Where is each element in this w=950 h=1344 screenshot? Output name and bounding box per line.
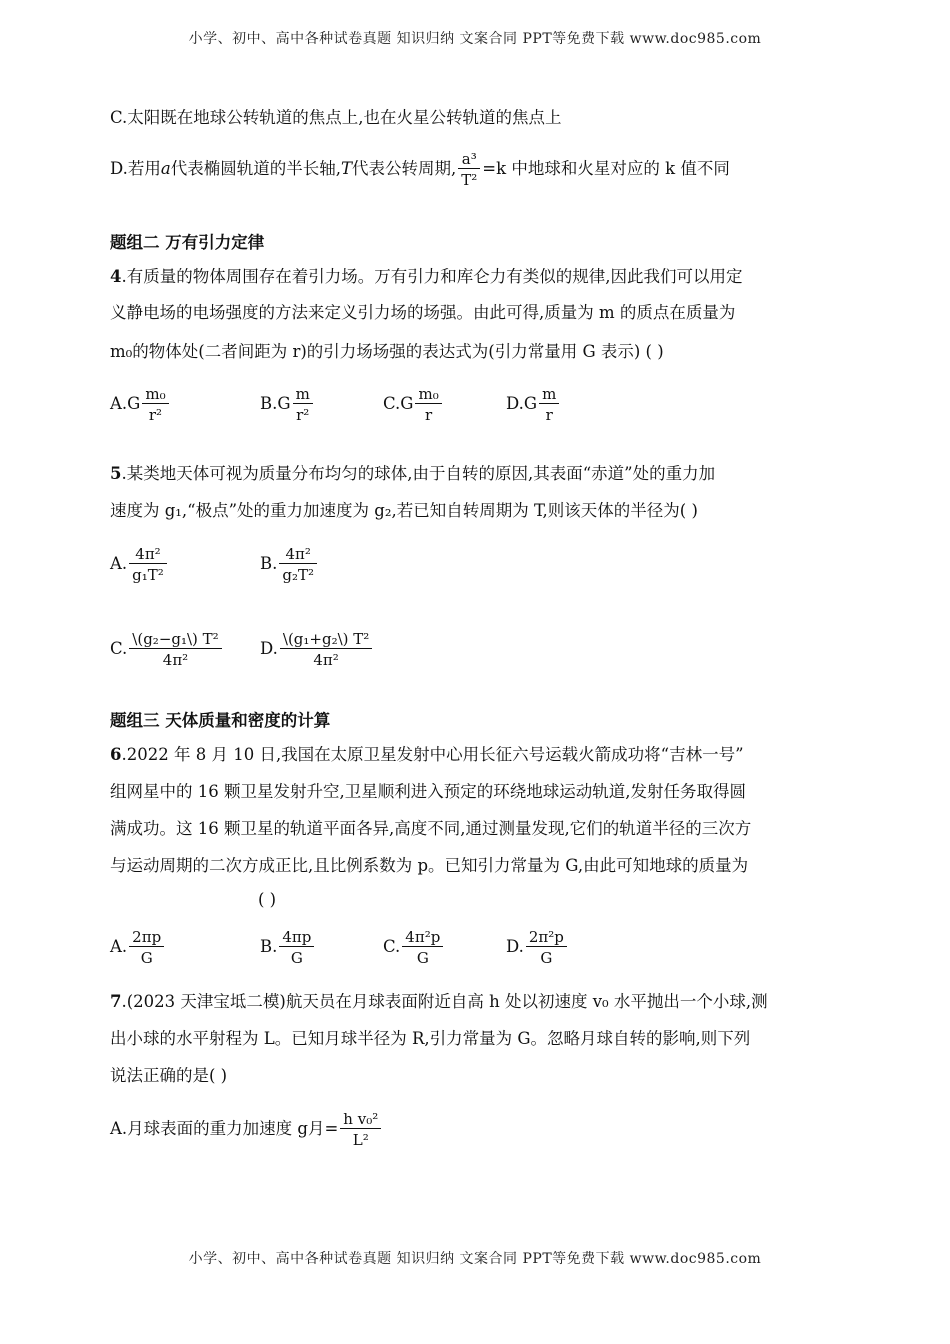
q7-line-3: 说法正确的是( ) bbox=[110, 1066, 228, 1085]
q4-option-b bbox=[260, 385, 315, 424]
group3-heading: 题组三 天体质量和密度的计算 bbox=[110, 711, 331, 730]
q6-line-1 bbox=[110, 741, 744, 765]
q6-line-3: 满成功。这 16 颗卫星的轨道平面各异,高度不同,通过测量发现,它们的轨道半径的三次方 bbox=[110, 819, 752, 838]
option-label: A. bbox=[110, 554, 128, 573]
fraction-numerator: h v₀² bbox=[340, 1110, 381, 1129]
fraction-denominator: g₁T² bbox=[132, 566, 164, 584]
fraction-denominator: G bbox=[540, 949, 553, 967]
option-fraction bbox=[279, 545, 317, 584]
q5-option-d bbox=[260, 630, 374, 669]
q6-option-a bbox=[110, 928, 166, 967]
q5-line-2: 速度为 g₁,“极点”处的重力加速度为 g₂,若已知自转周期为 T,则该天体的半径为( ) bbox=[110, 501, 698, 520]
page-header: 小学、初中、高中各种试卷真题 知识归纳 文案合同 PPT等免费下载 www.doc985.com bbox=[188, 31, 762, 47]
option-label: D. bbox=[506, 937, 524, 956]
fraction-denominator: G bbox=[140, 949, 153, 967]
option-fraction bbox=[129, 545, 167, 584]
fraction-numerator: a³ bbox=[458, 150, 480, 169]
q6-text-1: .2022 年 8 月 10 日,我国在太原卫星发射中心用长征六号运载火箭成功将“吉林一号” bbox=[121, 745, 744, 764]
option-label: B. bbox=[260, 937, 278, 956]
q7-line-1 bbox=[110, 988, 768, 1012]
fraction-denominator: 4π² bbox=[313, 651, 339, 669]
q4-number: 4 bbox=[110, 267, 122, 286]
option-fraction bbox=[415, 385, 441, 424]
fraction-numerator: \(g₂−g₁\) T² bbox=[129, 630, 221, 649]
option-fraction bbox=[539, 385, 559, 424]
fraction-denominator: r² bbox=[296, 406, 310, 424]
fraction-numerator: 4π² bbox=[129, 545, 167, 564]
option-label: D. bbox=[260, 639, 278, 658]
fraction-numerator: 4πp bbox=[279, 928, 314, 947]
q3-d-text-a: D.若用 bbox=[110, 159, 161, 178]
page-footer: 小学、初中、高中各种试卷真题 知识归纳 文案合同 PPT等免费下载 www.doc985.com bbox=[188, 1251, 762, 1267]
fraction-numerator: m bbox=[293, 385, 313, 404]
fraction-numerator: 4π² bbox=[279, 545, 317, 564]
option-label: C.G bbox=[383, 394, 414, 413]
option-fraction bbox=[280, 630, 372, 669]
q5-line-1 bbox=[110, 460, 715, 484]
q5-option-b bbox=[260, 545, 319, 584]
q3-d-text-c: 代表椭圆轨道的半长轴, bbox=[170, 159, 341, 178]
fraction-denominator: r bbox=[545, 406, 553, 424]
option-label: D.G bbox=[506, 394, 538, 413]
fraction-numerator: m bbox=[539, 385, 559, 404]
q6-line-5: ( ) bbox=[258, 890, 277, 909]
q7-option-a bbox=[110, 1110, 383, 1149]
option-fraction bbox=[129, 630, 221, 669]
fraction-numerator: 4π²p bbox=[402, 928, 443, 947]
q4-option-c bbox=[383, 385, 444, 424]
fraction-denominator: 4π² bbox=[162, 651, 189, 669]
option-label: C. bbox=[383, 937, 401, 956]
q4-line-1 bbox=[110, 263, 742, 287]
q3-d-var-a: a bbox=[160, 159, 171, 178]
q4-option-d bbox=[506, 385, 561, 424]
q3-d-text-e: 代表公转周期, bbox=[352, 159, 457, 178]
fraction-denominator: g₂T² bbox=[282, 566, 315, 584]
q4-text-1: .有质量的物体周围存在着引力场。万有引力和库仑力有类似的规律,因此我们可以用定 bbox=[121, 267, 743, 286]
option-fraction bbox=[526, 928, 567, 967]
q7-text-1: .(2023 天津宝坻二模)航天员在月球表面附近自高 h 处以初速度 v₀ 水平抛出一个小球,测 bbox=[121, 992, 768, 1011]
q3-d-var-t: T bbox=[340, 159, 352, 178]
fraction-numerator: \(g₁+g₂\) T² bbox=[280, 630, 372, 649]
option-label: A.G bbox=[110, 394, 141, 413]
option-label: A. bbox=[110, 937, 128, 956]
q4-line-3: m₀的物体处(二者间距为 r)的引力场场强的表达式为(引力常量用 G 表示) ( ) bbox=[110, 342, 664, 361]
q5-option-c bbox=[110, 630, 224, 669]
q6-number: 6 bbox=[110, 745, 122, 764]
q4-option-a bbox=[110, 385, 171, 424]
option-fraction bbox=[402, 928, 443, 967]
q3-option-d bbox=[110, 150, 730, 189]
q3-d-fraction bbox=[458, 150, 480, 189]
q6-option-b bbox=[260, 928, 316, 967]
fraction-numerator: 2πp bbox=[129, 928, 164, 947]
q3-d-text-f: =k 中地球和火星对应的 k 值不同 bbox=[482, 159, 730, 178]
option-label: B. bbox=[260, 554, 278, 573]
q3-option-c: C.太阳既在地球公转轨道的焦点上,也在火星公转轨道的焦点上 bbox=[110, 108, 562, 127]
q6-option-d bbox=[506, 928, 569, 967]
fraction-denominator: T² bbox=[461, 171, 478, 189]
group2-heading: 题组二 万有引力定律 bbox=[110, 233, 265, 252]
q6-line-4: 与运动周期的二次方成正比,且比例系数为 p。已知引力常量为 G,由此可知地球的质量为 bbox=[110, 856, 749, 875]
fraction-numerator: m₀ bbox=[415, 385, 441, 404]
q5-text-1: .某类地天体可视为质量分布均匀的球体,由于自转的原因,其表面“赤道”处的重力加 bbox=[121, 464, 716, 483]
q4-line-2: 义静电场的电场强度的方法来定义引力场的场强。由此可得,质量为 m 的质点在质量为 bbox=[110, 303, 736, 322]
option-label: B.G bbox=[260, 394, 291, 413]
fraction-denominator: r² bbox=[148, 406, 163, 424]
q6-option-c bbox=[383, 928, 445, 967]
option-fraction bbox=[279, 928, 314, 967]
option-fraction bbox=[293, 385, 313, 424]
fraction-denominator: G bbox=[416, 949, 429, 967]
option-fraction bbox=[142, 385, 168, 424]
option-label: C. bbox=[110, 639, 128, 658]
fraction-numerator: 2π²p bbox=[526, 928, 567, 947]
fraction-denominator: G bbox=[290, 949, 303, 967]
q7-line-2: 出小球的水平射程为 L。已知月球半径为 R,引力常量为 G。忽略月球自转的影响,则下列 bbox=[110, 1029, 751, 1048]
q5-number: 5 bbox=[110, 464, 122, 483]
fraction-denominator: L² bbox=[352, 1131, 369, 1149]
fraction-denominator: r bbox=[425, 406, 433, 424]
option-fraction bbox=[340, 1110, 381, 1149]
fraction-numerator: m₀ bbox=[142, 385, 168, 404]
q5-option-a bbox=[110, 545, 169, 584]
option-label: A.月球表面的重力加速度 g月= bbox=[110, 1119, 339, 1138]
q6-line-2: 组网星中的 16 颗卫星发射升空,卫星顺利进入预定的环绕地球运动轨道,发射任务取得圆 bbox=[110, 782, 746, 801]
option-fraction bbox=[129, 928, 164, 967]
q7-number: 7 bbox=[110, 992, 122, 1011]
